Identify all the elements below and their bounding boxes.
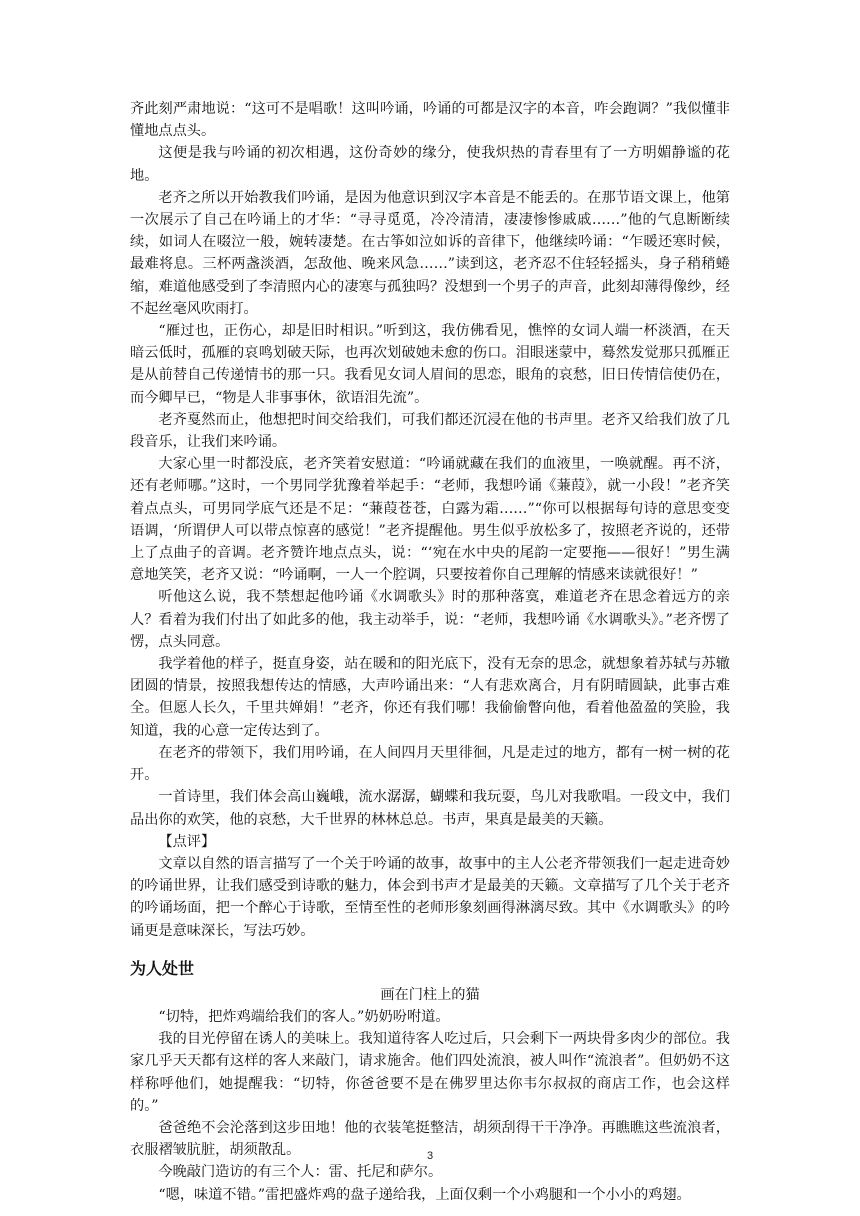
essay-paragraph: 我学着他的样子，挺直身姿，站在暖和的阳光底下，没有无奈的思念，就想象着苏轼与苏辙团圆的情景，按照我想传达的情感，大声吟诵出来：“人有悲欢离合，月有阴晴圆缺，此事古难全。但愿人长久，千里共婵娟！”老齐，你还有我们哪！我偷偷瞥向他，看着他盈盈的笑脸，我知道，我的心意一定传达到了。 bbox=[130, 656, 730, 739]
essay-paragraph: 齐此刻严肃地说：“这可不是唱歌！这叫吟诵，吟诵的可都是汉字的本音，咋会跑调？”我似懂非懂地点点头。 bbox=[130, 101, 730, 140]
essay-paragraph: 这便是我与吟诵的初次相遇，这份奇妙的缘分，使我炽热的青春里有了一方明媚静谧的花地。 bbox=[130, 145, 730, 184]
essay-paragraph: 听他这么说，我不禁想起他吟诵《水调歌头》时的那种落寞，难道老齐在思念着远方的亲人？看着为我们付出了如此多的他，我主动举手，说：“老师，我想吟诵《水调歌头》。”老齐愣了愣，点头同意。 bbox=[130, 589, 730, 650]
story-paragraph: “嗯，味道不错。”雷把盛炸鸡的盘子递给我，上面仅剩一个小鸡腿和一个小小的鸡翅。 bbox=[158, 1186, 691, 1203]
story-paragraph: 爸爸绝不会沦落到这步田地！他的衣装笔挺整洁，胡须刮得干干净净。再瞧瞧这些流浪者，衣服褶皱肮脏，胡须散乱。 bbox=[130, 1119, 730, 1159]
essay-paragraph: 老齐之所以开始教我们吟诵，是因为他意识到汉字本音是不能丢的。在那节语文课上，他第一次展示了自己在吟诵上的才华：“寻寻觅觅，冷冷清清，凄凄惨惨戚戚……”他的气息断断续续，如词人在啜泣一般，婉转凄楚。在古筝如泣如诉的音律下，他继续吟诵：“乍暖还寒时候，最难将息。三杯两盏淡酒，怎敌他、晚来风急……”读到这，老齐忍不住轻轻摇头，身子稍稍蜷缩，难道他感受到了李清照内心的凄寒与孤独吗？没想到一个男子的声音，此刻却薄得像纱，经不起丝毫风吹雨打。 bbox=[130, 189, 730, 317]
essay-paragraph: 大家心里一时都没底，老齐笑着安慰道：“吟诵就藏在我们的血液里，一唤就醒。再不济，还有老师哪。”这时，一个男同学犹豫着举起手：“老师，我想吟诵《蒹葭》，就一小段！”老齐笑着点点头，可男同学底气还是不足：“蒹葭苍苍，白露为霜……”“你可以根据每句诗的意思变变语调，‘所谓伊人可以带点惊喜的感觉！”老齐提醒他。男生似乎放松多了，按照老齐说的，还带上了点曲子的音调。老齐赞许地点点头，说：“‘宛在水中央的尾韵一定要拖——很好！”男生满意地笑笑，老齐又说：“吟诵啊，一人一个腔调，只要按着你自己理解的情感来读就很好！” bbox=[130, 456, 730, 584]
story-paragraph: “切特，把炸鸡端给我们的客人。”奶奶吩咐道。 bbox=[158, 1008, 450, 1025]
page-number: 3 bbox=[426, 1150, 434, 1162]
story-paragraph: 今晚敲门造访的有三个人：雷、托尼和萨尔。 bbox=[158, 1164, 443, 1181]
comment-heading: 【点评】 bbox=[158, 833, 216, 850]
essay-paragraph: 一首诗里，我们体会高山巍峨，流水潺潺，蝴蝶和我玩耍，鸟儿对我歌唱。一段文中，我们品出你的欢笑，他的哀愁，大千世界的林林总总。书声，果真是最美的天籁。 bbox=[130, 789, 730, 828]
document-page bbox=[130, 98, 730, 1206]
essay-paragraph: 老齐戛然而止，他想把时间交给我们，可我们都还沉浸在他的书声里。老齐又给我们放了几段音乐，让我们来吟诵。 bbox=[130, 411, 730, 451]
section-heading: 为人处世 bbox=[130, 958, 195, 978]
comment-paragraph: 文章以自然的语言描写了一个关于吟诵的故事，故事中的主人公老齐带领我们一起走进奇妙的吟诵世界，让我们感受到诗歌的魅力，体会到书声才是最美的天籁。文章描写了几个关于老齐的吟诵场面，把一个醉心于诗歌，至情至性的老师形象刻画得淋漓尽致。其中《水调歌头》的吟诵更是意味深长，写法巧妙。 bbox=[130, 855, 730, 939]
essay-paragraph: 在老齐的带领下，我们用吟诵，在人间四月天里徘徊，凡是走过的地方，都有一树一树的花开。 bbox=[130, 744, 730, 784]
story-title: 画在门柱上的猫 bbox=[380, 986, 480, 1003]
story-paragraph: 我的目光停留在诱人的美味上。我知道待客人吃过后，只会剩下一两块骨多肉少的部位。我家几乎天天都有这样的客人来敲门，请求施舍。他们四处流浪，被人叫作“流浪者”。但奶奶不这样称呼他们，她提醒我：“切特，你爸爸要不是在佛罗里达你韦尔叔叔的商店工作，也会这样的。” bbox=[130, 1031, 730, 1114]
essay-paragraph: “雁过也，正伤心，却是旧时相识。”听到这，我仿佛看见，憔悴的女词人端一杯淡酒，在天暗云低时，孤雁的哀鸣划破天际，也再次划破她未愈的伤口。泪眼迷蒙中，蓦然发觉那只孤雁正是从前替自己传递情书的那一只。我看见女词人眉间的思恋，眼角的哀愁，旧日传情信使仍在，而今卿早已，“物是人非事事休，欲语泪先流”。 bbox=[130, 323, 730, 406]
